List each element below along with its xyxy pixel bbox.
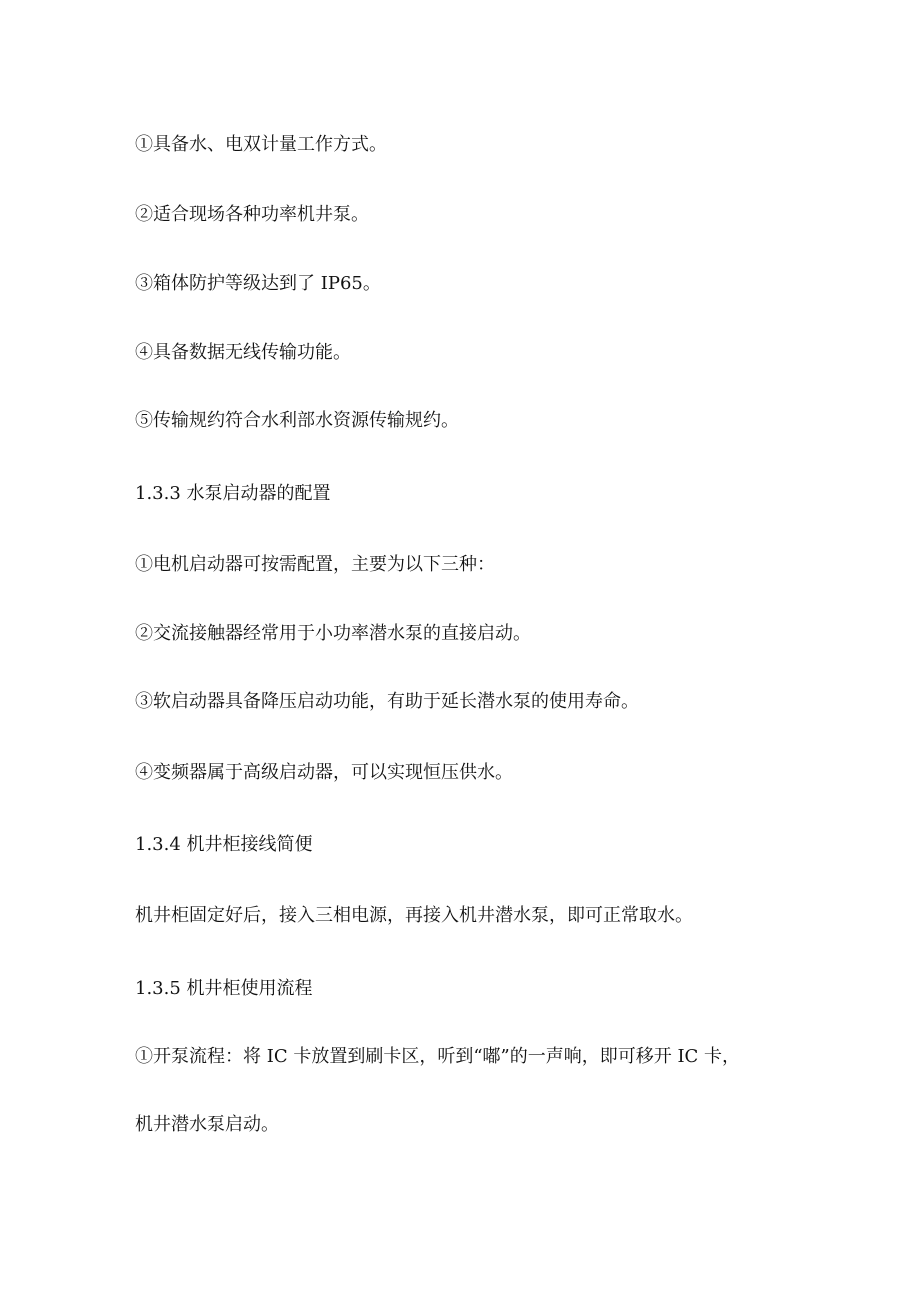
section-heading-1-3-5: 1.3.5 机井柜使用流程 — [135, 978, 313, 999]
feature-item-4: ④具备数据无线传输功能。 — [135, 342, 351, 363]
starter-item-4: ④变频器属于高级启动器，可以实现恒压供水。 — [135, 762, 513, 783]
starter-item-2: ②交流接触器经常用于小功率潜水泵的直接启动。 — [135, 623, 531, 644]
usage-step-1: ①开泵流程：将 IC 卡放置到刷卡区，听到“嘟”的一声响，即可移开 IC 卡， — [135, 1046, 741, 1067]
starter-item-3: ③软启动器具备降压启动功能，有助于延长潜水泵的使用寿命。 — [135, 691, 639, 712]
section-heading-1-3-3: 1.3.3 水泵启动器的配置 — [135, 483, 331, 504]
wiring-paragraph: 机井柜固定好后，接入三相电源，再接入机井潜水泵，即可正常取水。 — [135, 905, 693, 926]
feature-item-2: ②适合现场各种功率机井泵。 — [135, 204, 369, 225]
section-heading-1-3-4: 1.3.4 机井柜接线简便 — [135, 834, 313, 855]
feature-item-5: ⑤传输规约符合水利部水资源传输规约。 — [135, 410, 459, 431]
usage-step-1-continued: 机井潜水泵启动。 — [135, 1114, 279, 1135]
feature-item-1: ①具备水、电双计量工作方式。 — [135, 134, 387, 155]
starter-item-1: ①电机启动器可按需配置，主要为以下三种： — [135, 554, 495, 575]
feature-item-3: ③箱体防护等级达到了 IP65。 — [135, 273, 381, 294]
